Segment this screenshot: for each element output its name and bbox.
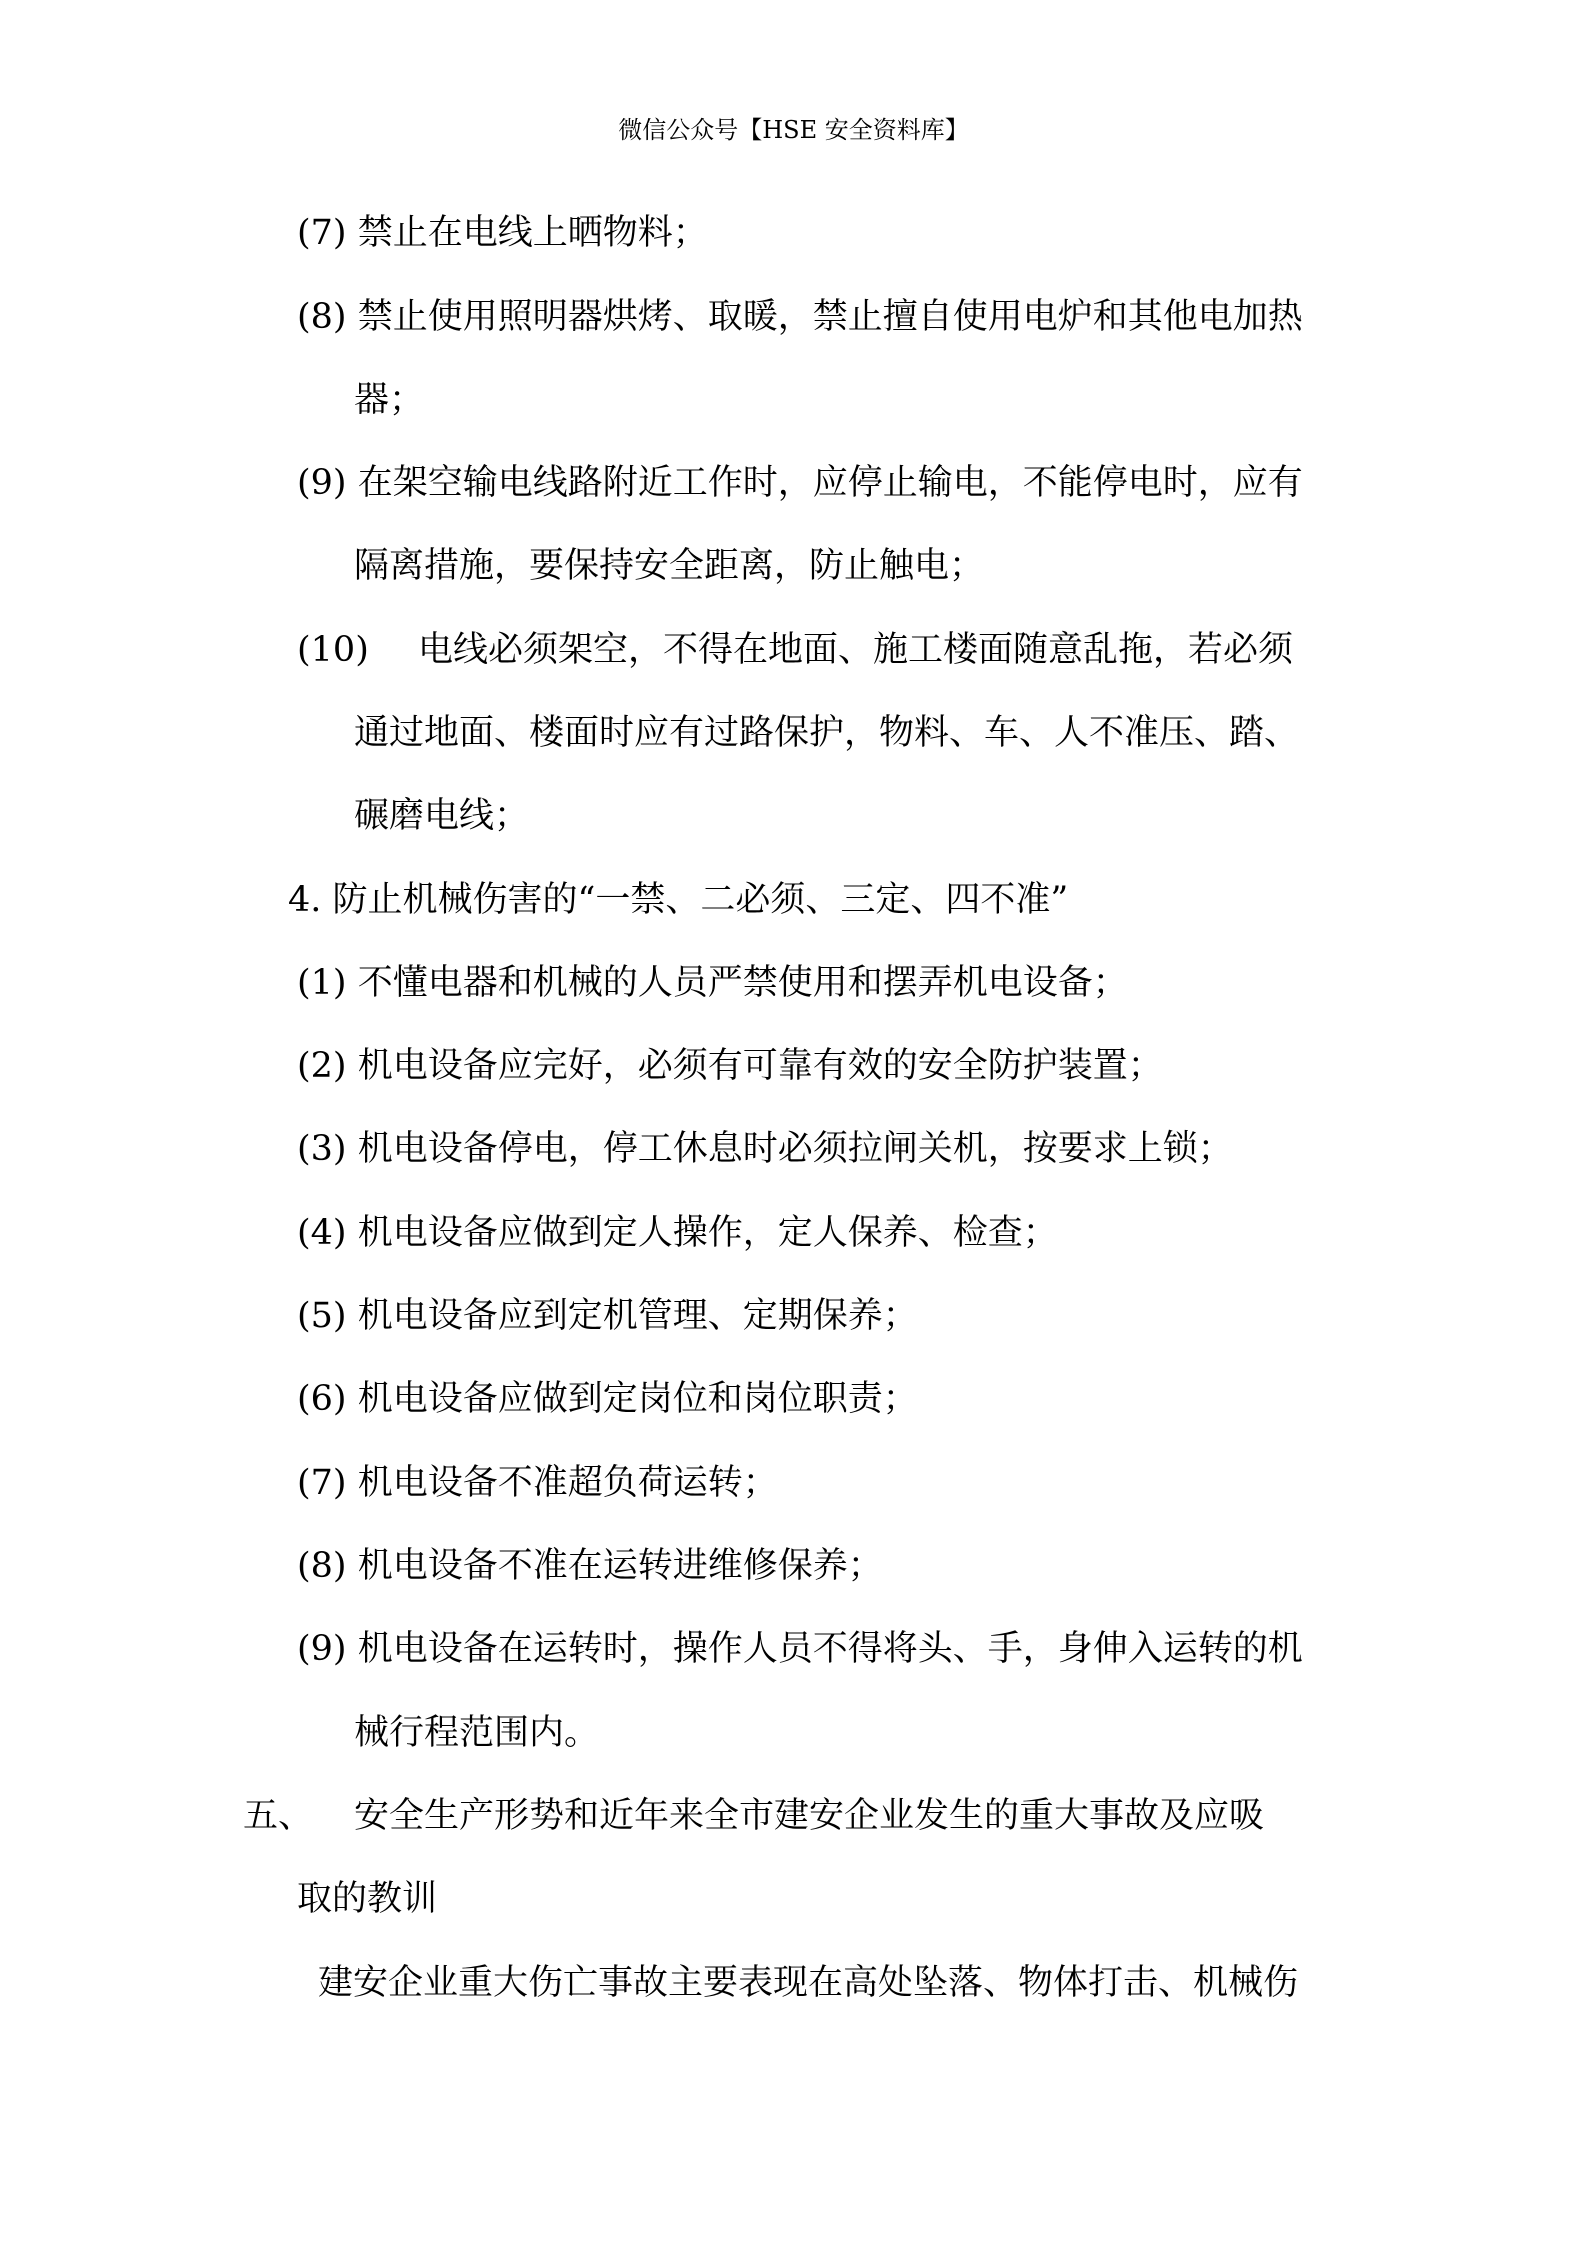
list-item: [297, 208, 708, 258]
list-item: [297, 292, 1303, 342]
item-text: 电线必须架空，不得在地面、施工楼面随意乱拖，若必须: [418, 630, 1294, 670]
item-text: 机电设备应做到定人操作，定人保养、检查；: [357, 1213, 1058, 1253]
list-item: [297, 958, 1128, 1008]
item-number: (1): [297, 963, 347, 1003]
body-paragraph: 建安企业重大伤亡事故主要表现在高处坠落、物体打击、机械伤: [318, 1963, 1299, 2003]
item-number: (8): [297, 1546, 347, 1586]
item-text: 机电设备在运转时，操作人员不得将头、手，身伸入运转的机: [357, 1629, 1303, 1669]
section-number: 五、: [243, 1796, 314, 1836]
item-text: 机电设备不准超负荷运转；: [357, 1463, 778, 1503]
item-text: 禁止在电线上晒物料；: [357, 213, 708, 253]
item-text: 机电设备停电，停工休息时必须拉闸关机，按要求上锁；: [357, 1129, 1233, 1169]
item-number: (7): [297, 1463, 347, 1503]
list-item-continuation: 通过地面、楼面时应有过路保护，物料、车、人不准压、踏、: [354, 713, 1300, 753]
item-text: 机电设备应到定机管理、定期保养；: [357, 1296, 918, 1336]
item-number: (9): [297, 1629, 347, 1669]
item-number: (2): [297, 1046, 347, 1086]
item-text: 在架空输电线路附近工作时，应停止输电，不能停电时，应有: [357, 463, 1303, 503]
list-item: [297, 625, 1293, 675]
list-item: [297, 1374, 918, 1424]
list-item: [297, 1124, 1233, 1174]
item-number: (5): [297, 1296, 347, 1336]
item-number: (7): [297, 213, 347, 253]
list-item: [297, 458, 1303, 508]
list-item: [297, 1291, 918, 1341]
item-number: (10): [297, 630, 369, 670]
item-number: (6): [297, 1379, 347, 1419]
list-item: [297, 1458, 778, 1508]
item-number: (3): [297, 1129, 347, 1169]
section-title: 安全生产形势和近年来全市建安企业发生的重大事故及应吸: [354, 1796, 1265, 1836]
list-item-continuation: 碾磨电线；: [354, 796, 530, 836]
item-number: (4): [297, 1213, 347, 1253]
list-item: [297, 1541, 883, 1591]
item-number: (9): [297, 463, 347, 503]
item-text: 禁止使用照明器烘烤、取暖，禁止擅自使用电炉和其他电加热: [357, 297, 1303, 337]
list-item-continuation: 器；: [354, 380, 425, 420]
item-text: 不懂电器和机械的人员严禁使用和摆弄机电设备；: [357, 963, 1128, 1003]
section-heading: 4. 防止机械伤害的“一禁、二必须、三定、四不准”: [288, 880, 1069, 920]
list-item-continuation: 械行程范围内。: [354, 1713, 600, 1753]
list-item: [297, 1041, 1163, 1091]
list-item: [297, 1208, 1058, 1258]
list-item: [297, 1624, 1303, 1674]
item-text: 机电设备应做到定岗位和岗位职责；: [357, 1379, 918, 1419]
item-number: (8): [297, 297, 347, 337]
item-text: 机电设备不准在运转进维修保养；: [357, 1546, 883, 1586]
page-header: 微信公众号【HSE 安全资料库】: [618, 116, 969, 144]
section-title-continuation: 取的教训: [297, 1879, 438, 1919]
list-item-continuation: 隔离措施，要保持安全距离，防止触电；: [354, 546, 985, 586]
item-text: 机电设备应完好，必须有可靠有效的安全防护装置；: [357, 1046, 1163, 1086]
